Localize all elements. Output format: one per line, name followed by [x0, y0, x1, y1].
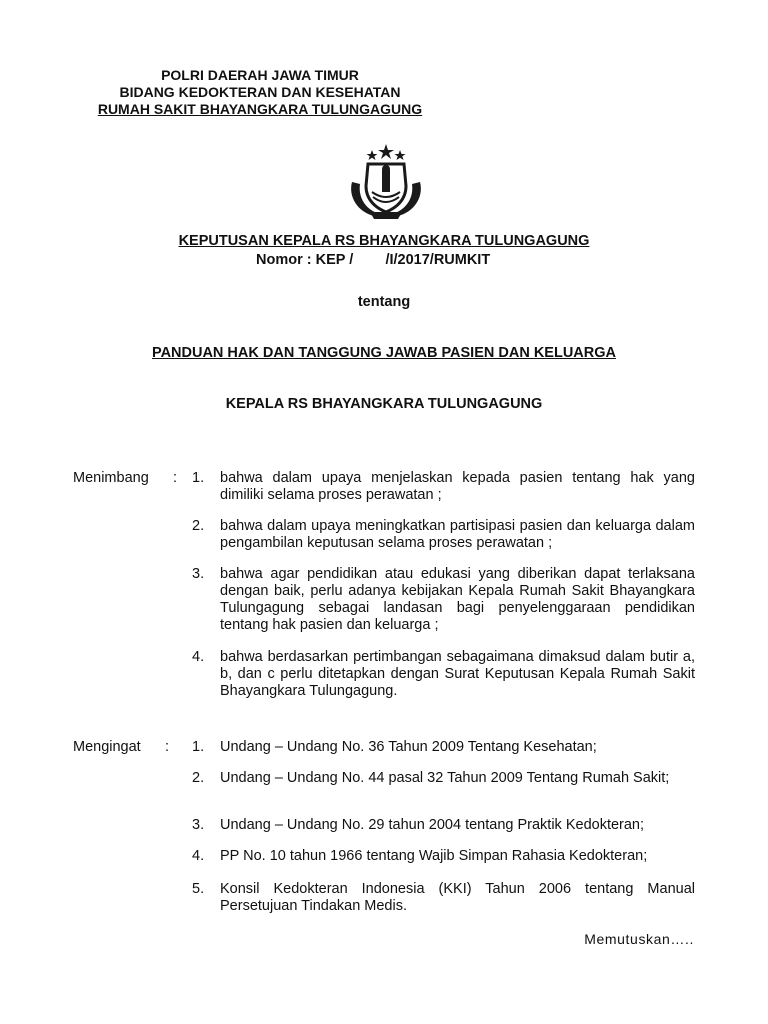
- header-hospital: RUMAH SAKIT BHAYANGKARA TULUNGAGUNG: [97, 101, 423, 117]
- decree-title: KEPUTUSAN KEPALA RS BHAYANGKARA TULUNGAGUNG: [178, 233, 590, 249]
- mengingat-item: [192, 770, 695, 787]
- item-text: Undang – Undang No. 36 Tahun 2009 Tentang Kesehatan;: [220, 739, 597, 755]
- item-number: 2.: [192, 518, 205, 534]
- menimbang-item: [192, 649, 695, 700]
- decree-number: Nomor : KEP / /I/2017/RUMKIT: [256, 252, 491, 268]
- menimbang-label: Menimbang: [73, 470, 149, 486]
- item-text: bahwa berdasarkan pertimbangan sebagaimana dimaksud dalam butir a, b, dan c perlu ditetapkan dengan Surat Keputusan Kepala Rumah Sakit Bhayangkara Tulungagung.: [220, 649, 695, 699]
- polri-emblem-icon: [340, 142, 432, 222]
- header-division: BIDANG KEDOKTERAN DAN KESEHATAN: [119, 84, 401, 100]
- header-institution: POLRI DAERAH JAWA TIMUR: [161, 67, 359, 83]
- item-text: Undang – Undang No. 44 pasal 32 Tahun 2009 Tentang Rumah Sakit;: [220, 770, 670, 786]
- menimbang-colon: :: [173, 470, 178, 486]
- mengingat-item: [192, 739, 695, 756]
- item-text: bahwa agar pendidikan atau edukasi yang diberikan dapat terlaksana dengan baik, perlu adanya kebijakan Kepala Rumah Sakit Bhayangkara Tulungagung sebagai landasan bagi penyelenggaraan pendidikan tentang hak pasien dan keluarga ;: [220, 566, 695, 633]
- star-icon: [395, 150, 406, 160]
- mengingat-item: [192, 881, 695, 915]
- decree-subject: PANDUAN HAK DAN TANGGUNG JAWAB PASIEN DAN KELUARGA: [151, 345, 616, 361]
- item-number: 4.: [192, 649, 205, 665]
- menimbang-item: [192, 518, 695, 552]
- item-number: 4.: [192, 848, 205, 864]
- item-number: 3.: [192, 817, 205, 833]
- item-text: bahwa dalam upaya meningkatkan partisipasi pasien dan keluarga dalam pengambilan keputusan selama proses perawatan ;: [220, 518, 695, 551]
- menimbang-item: [192, 566, 695, 634]
- item-text: PP No. 10 tahun 1966 tentang Wajib Simpan Rahasia Kedokteran;: [220, 848, 648, 864]
- item-number: 3.: [192, 566, 205, 582]
- continuation-text: Memutuskan…..: [584, 931, 694, 947]
- item-number: 5.: [192, 881, 205, 897]
- item-number: 1.: [192, 470, 205, 486]
- mengingat-item: [192, 817, 695, 834]
- item-text: Undang – Undang No. 29 tahun 2004 tentang Praktik Kedokteran;: [220, 817, 645, 833]
- item-text: Konsil Kedokteran Indonesia (KKI) Tahun 2006 tentang Manual Persetujuan Tindakan Medis.: [220, 881, 695, 914]
- menimbang-item: [192, 470, 695, 504]
- star-icon: [378, 144, 394, 159]
- mengingat-colon: :: [165, 739, 170, 755]
- decree-issuer: KEPALA RS BHAYANGKARA TULUNGAGUNG: [225, 396, 543, 412]
- mengingat-label: Mengingat: [73, 739, 141, 755]
- star-icon: [367, 150, 378, 160]
- item-number: 1.: [192, 739, 205, 755]
- mengingat-item: [192, 848, 695, 865]
- item-number: 2.: [192, 770, 205, 786]
- decree-tentang: tentang: [357, 294, 411, 310]
- item-text: bahwa dalam upaya menjelaskan kepada pasien tentang hak yang dimiliki selama proses perawatan ;: [220, 470, 695, 503]
